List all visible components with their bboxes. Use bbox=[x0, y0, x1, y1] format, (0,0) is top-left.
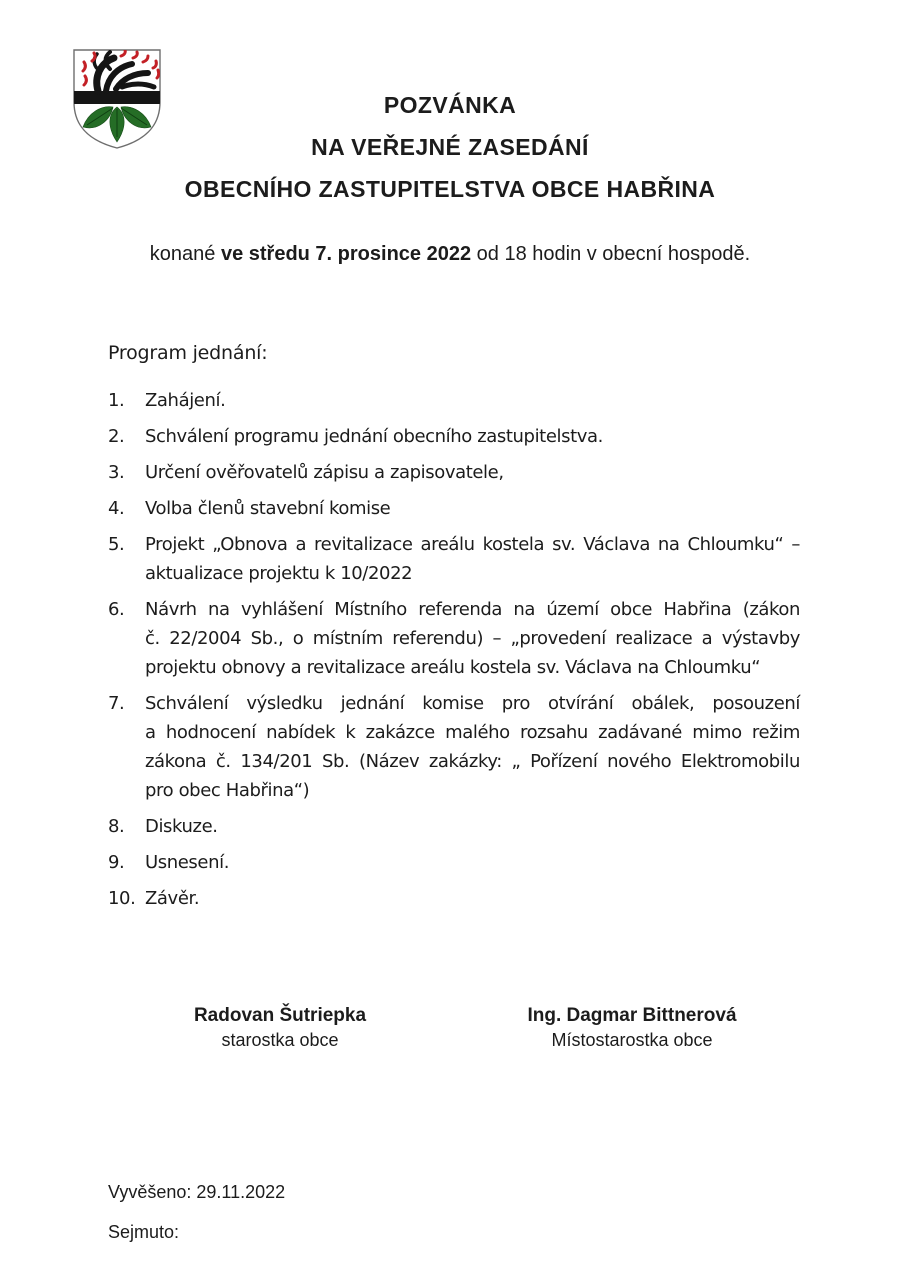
agenda-line: aktualizace projektu k 10/2022 bbox=[145, 563, 413, 584]
agenda-line: Volba členů stavební komise bbox=[145, 498, 391, 519]
program-heading: Program jednání: bbox=[108, 342, 268, 364]
signature-deputy-mayor bbox=[492, 1003, 772, 1053]
date-suffix: od 18 hodin v obecní hospodě. bbox=[471, 243, 751, 265]
agenda-item-1 bbox=[108, 386, 800, 415]
meeting-date-line bbox=[0, 243, 900, 266]
agenda-item-number: 4. bbox=[108, 498, 125, 519]
agenda-item-5 bbox=[108, 530, 800, 588]
document-title bbox=[0, 84, 900, 210]
title-line-3: OBECNÍHO ZASTUPITELSTVA OBCE HABŘINA bbox=[184, 176, 716, 202]
agenda-item-10 bbox=[108, 884, 800, 913]
agenda-item-6 bbox=[108, 595, 800, 682]
agenda-item-number: 3. bbox=[108, 462, 125, 483]
agenda-item-number: 2. bbox=[108, 426, 125, 447]
date-bold: ve středu 7. prosince 2022 bbox=[220, 243, 472, 265]
signature-deputy-mayor-role: Místostarostka obce bbox=[551, 1030, 713, 1050]
agenda-line: Schválení programu jednání obecního zastupitelstva. bbox=[145, 426, 603, 447]
agenda-line: Určení ověřovatelů zápisu a zapisovatele, bbox=[145, 462, 504, 483]
agenda-item-number: 10. bbox=[108, 888, 136, 909]
agenda-line: Diskuze. bbox=[145, 816, 218, 837]
agenda-line: Závěr. bbox=[145, 888, 200, 909]
agenda-item-number: 6. bbox=[108, 599, 125, 620]
signature-mayor bbox=[150, 1003, 410, 1053]
agenda-item-number: 9. bbox=[108, 852, 125, 873]
agenda-item-4 bbox=[108, 494, 800, 523]
agenda-item-number: 8. bbox=[108, 816, 125, 837]
agenda-item-8 bbox=[108, 812, 800, 841]
agenda-item-9 bbox=[108, 848, 800, 877]
agenda-line: č. 22/2004 Sb., o místním referendu) – „provedení realizace a výstavby bbox=[145, 628, 800, 649]
agenda-line: projektu obnovy a revitalizace areálu kostela sv. Václava na Chloumku“ bbox=[145, 657, 761, 678]
removed-date-label: Sejmuto: bbox=[108, 1222, 180, 1242]
agenda-line: Usnesení. bbox=[145, 852, 230, 873]
agenda-item-number: 5. bbox=[108, 534, 125, 555]
posted-date-label: Vyvěšeno: 29.11.2022 bbox=[108, 1182, 286, 1202]
agenda-line: Projekt „Obnova a revitalizace areálu kostela sv. Václava na Chloumku“ – bbox=[145, 534, 800, 555]
agenda-item-number: 7. bbox=[108, 693, 125, 714]
agenda-item-7 bbox=[108, 689, 800, 805]
agenda-item-number: 1. bbox=[108, 390, 125, 411]
date-prefix: konané bbox=[149, 243, 221, 265]
signature-mayor-name: Radovan Šutriepka bbox=[193, 1005, 367, 1026]
signature-deputy-mayor-name: Ing. Dagmar Bittnerová bbox=[527, 1005, 737, 1026]
agenda-line: pro obec Habřina“) bbox=[145, 780, 310, 801]
agenda-line: Zahájení. bbox=[145, 390, 226, 411]
title-line-2: NA VEŘEJNÉ ZASEDÁNÍ bbox=[311, 134, 589, 160]
agenda-item-2 bbox=[108, 422, 800, 451]
agenda-line: Schválení výsledku jednání komise pro otvírání obálek, posouzení bbox=[145, 693, 800, 714]
agenda-item-3 bbox=[108, 458, 800, 487]
agenda-line: a hodnocení nabídek k zakázce malého rozsahu zadávané mimo režim bbox=[145, 722, 800, 743]
title-line-1: POZVÁNKA bbox=[383, 92, 517, 118]
agenda-line: Návrh na vyhlášení Místního referenda na území obce Habřina (zákon bbox=[145, 599, 800, 620]
agenda-line: zákona č. 134/201 Sb. (Název zakázky: „ Pořízení nového Elektromobilu bbox=[145, 751, 800, 772]
agenda-list bbox=[108, 386, 800, 920]
signature-mayor-role: starostka obce bbox=[221, 1030, 339, 1050]
